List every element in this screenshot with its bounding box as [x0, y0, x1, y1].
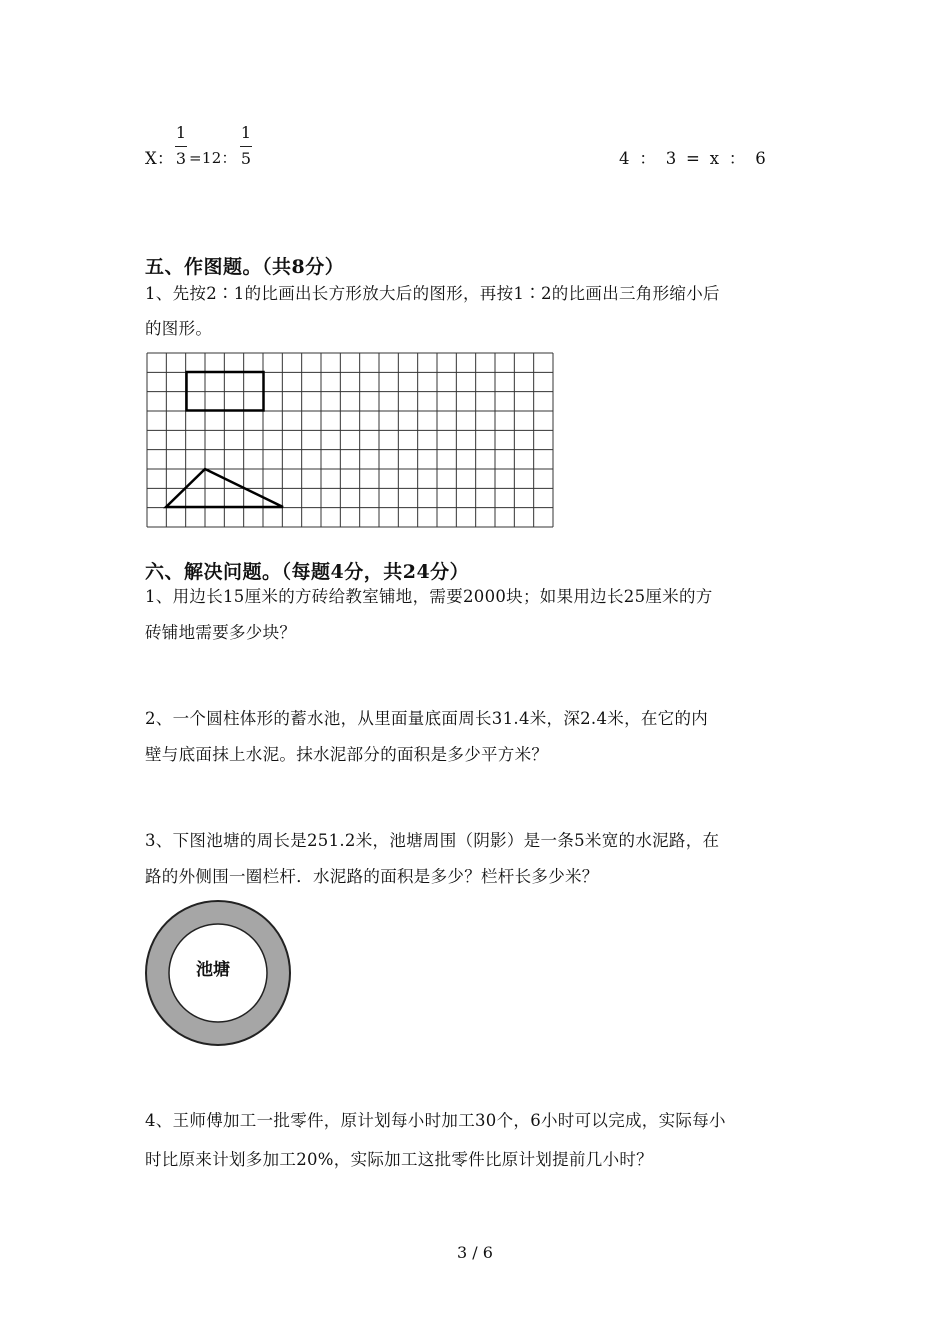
section-6-title: 六、解决问题。（每题4分，共24分） — [145, 561, 470, 583]
section-6-q4-line2: 时比原来计划多加工20%，实际加工这批零件比原计划提前几小时？ — [145, 1150, 653, 1169]
eq1-denominator-1: 3 — [175, 149, 187, 168]
eq1-numerator-2: 1 — [240, 123, 252, 142]
section-5-title: 五、作图题。（共8分） — [145, 256, 345, 278]
eq1-numerator-1: 1 — [175, 123, 187, 142]
section-6-q4-line1: 4、王师傅加工一批零件，原计划每小时加工30个，6小时可以完成，实际每小 — [145, 1111, 726, 1130]
section-6-q3-line1: 3、下图池塘的周长是251.2米，池塘周围（阴影）是一条5米宽的水泥路，在 — [145, 831, 720, 850]
drawing-grid[interactable] — [146, 352, 554, 528]
section-6-q3-line2: 路的外侧围一圈栏杆．水泥路的面积是多少？栏杆长多少米？ — [145, 867, 599, 886]
equation-1 — [145, 124, 275, 174]
section-6-q2-line1: 2、一个圆柱体形的蓄水池，从里面量底面周长31.4米，深2.4米，在它的内 — [145, 709, 709, 728]
section-6-q1-line1: 1、用边长15厘米的方砖给教室铺地，需要2000块；如果用边长25厘米的方 — [145, 587, 713, 606]
eq1-middle: =12： — [189, 149, 237, 167]
eq1-fraction-bar-2 — [240, 146, 252, 147]
section-5-q1-line2: 的图形。 — [145, 319, 213, 338]
eq1-denominator-2: 5 — [240, 149, 252, 168]
pond-label: 池塘 — [196, 960, 230, 980]
eq1-prefix: X： — [145, 149, 174, 168]
page-number: 3 / 6 — [457, 1243, 493, 1262]
eq1-fraction-bar-1 — [175, 146, 187, 147]
grid-lines — [147, 353, 553, 527]
section-5-q1-line1: 1、先按2∶1的比画出长方形放大后的图形，再按1∶2的比画出三角形缩小后 — [145, 284, 720, 303]
equation-2: 4 ： 3 = x ： 6 — [619, 149, 766, 168]
section-6-q2-line2: 壁与底面抹上水泥。抹水泥部分的面积是多少平方米？ — [145, 745, 549, 764]
section-6-q1-line2: 砖铺地需要多少块？ — [145, 623, 297, 642]
